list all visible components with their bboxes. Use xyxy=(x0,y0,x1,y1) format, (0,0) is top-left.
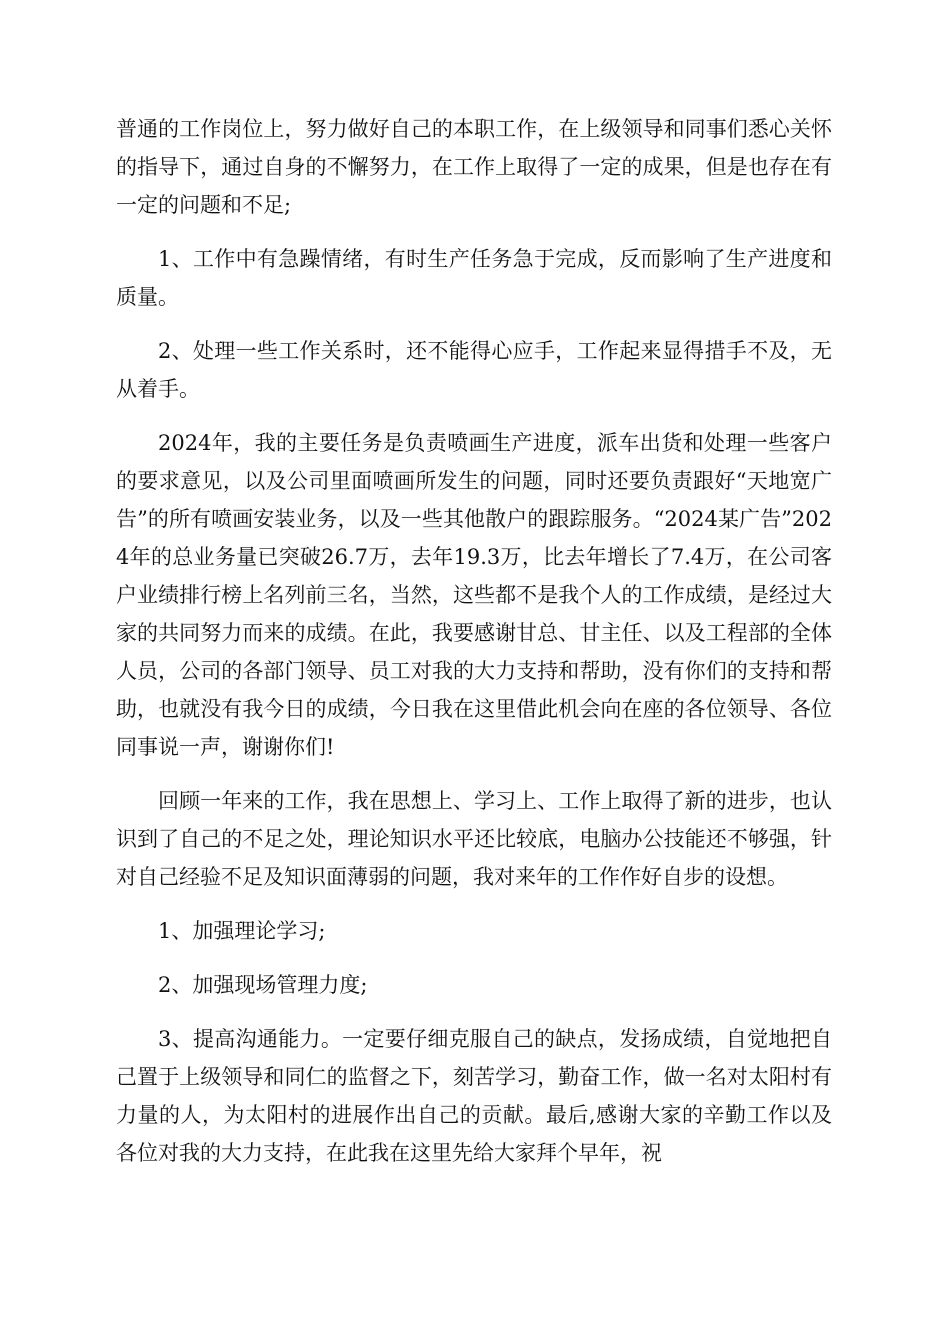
paragraph-plan-2: 2、加强现场管理力度; xyxy=(158,973,368,997)
document-page xyxy=(116,110,832,1172)
paragraph-issue-1: 1、工作中有急躁情绪，有时生产任务急于完成，反而影响了生产进度和质量。 xyxy=(116,247,832,309)
paragraph-review: 回顾一年来的工作，我在思想上、学习上、工作上取得了新的进步，也认识到了自己的不足之处，理论知识水平还比较底，电脑办公技能还不够强，针对自己经验不足及知识面薄弱的问题，我对来年的工作作好自步的设想。 xyxy=(116,789,832,889)
paragraph-continuation: 普通的工作岗位上，努力做好自己的本职工作，在上级领导和同事们悉心关怀的指导下，通过自身的不懈努力，在工作上取得了一定的成果，但是也存在有一定的问题和不足; xyxy=(116,117,832,217)
paragraph-2024-tasks: 2024年，我的主要任务是负责喷画生产进度，派车出货和处理一些客户的要求意见，以及公司里面喷画所发生的问题，同时还要负责跟好“天地宽广告”的所有喷画安装业务，以及一些其他散户的跟踪服务。“2024某广告”2024年的总业务量已突破26.7万，去年19.3万，比去年增长了7.4万，在公司客户业绩排行榜上名列前三名，当然，这些都不是我个人的工作成绩，是经过大家的共同努力而来的成绩。在此，我要感谢甘总、甘主任、以及工程部的全体人员，公司的各部门领导、员工对我的大力支持和帮助，没有你们的支持和帮助，也就没有我今日的成绩，今日我在这里借此机会向在座的各位领导、各位同事说一声，谢谢你们! xyxy=(116,431,832,759)
paragraph-plan-1: 1、加强理论学习; xyxy=(158,919,326,943)
paragraph-plan-3: 3、提高沟通能力。一定要仔细克服自己的缺点，发扬成绩，自觉地把自己置于上级领导和同仁的监督之下，刻苦学习，勤奋工作，做一名对太阳村有力量的人，为太阳村的进展作出自己的贡献。最后,感谢大家的辛勤工作以及各位对我的大力支持，在此我在这里先给大家拜个早年，祝 xyxy=(116,1027,832,1165)
paragraph-issue-2: 2、处理一些工作关系时，还不能得心应手，工作起来显得措手不及，无从着手。 xyxy=(116,339,832,401)
